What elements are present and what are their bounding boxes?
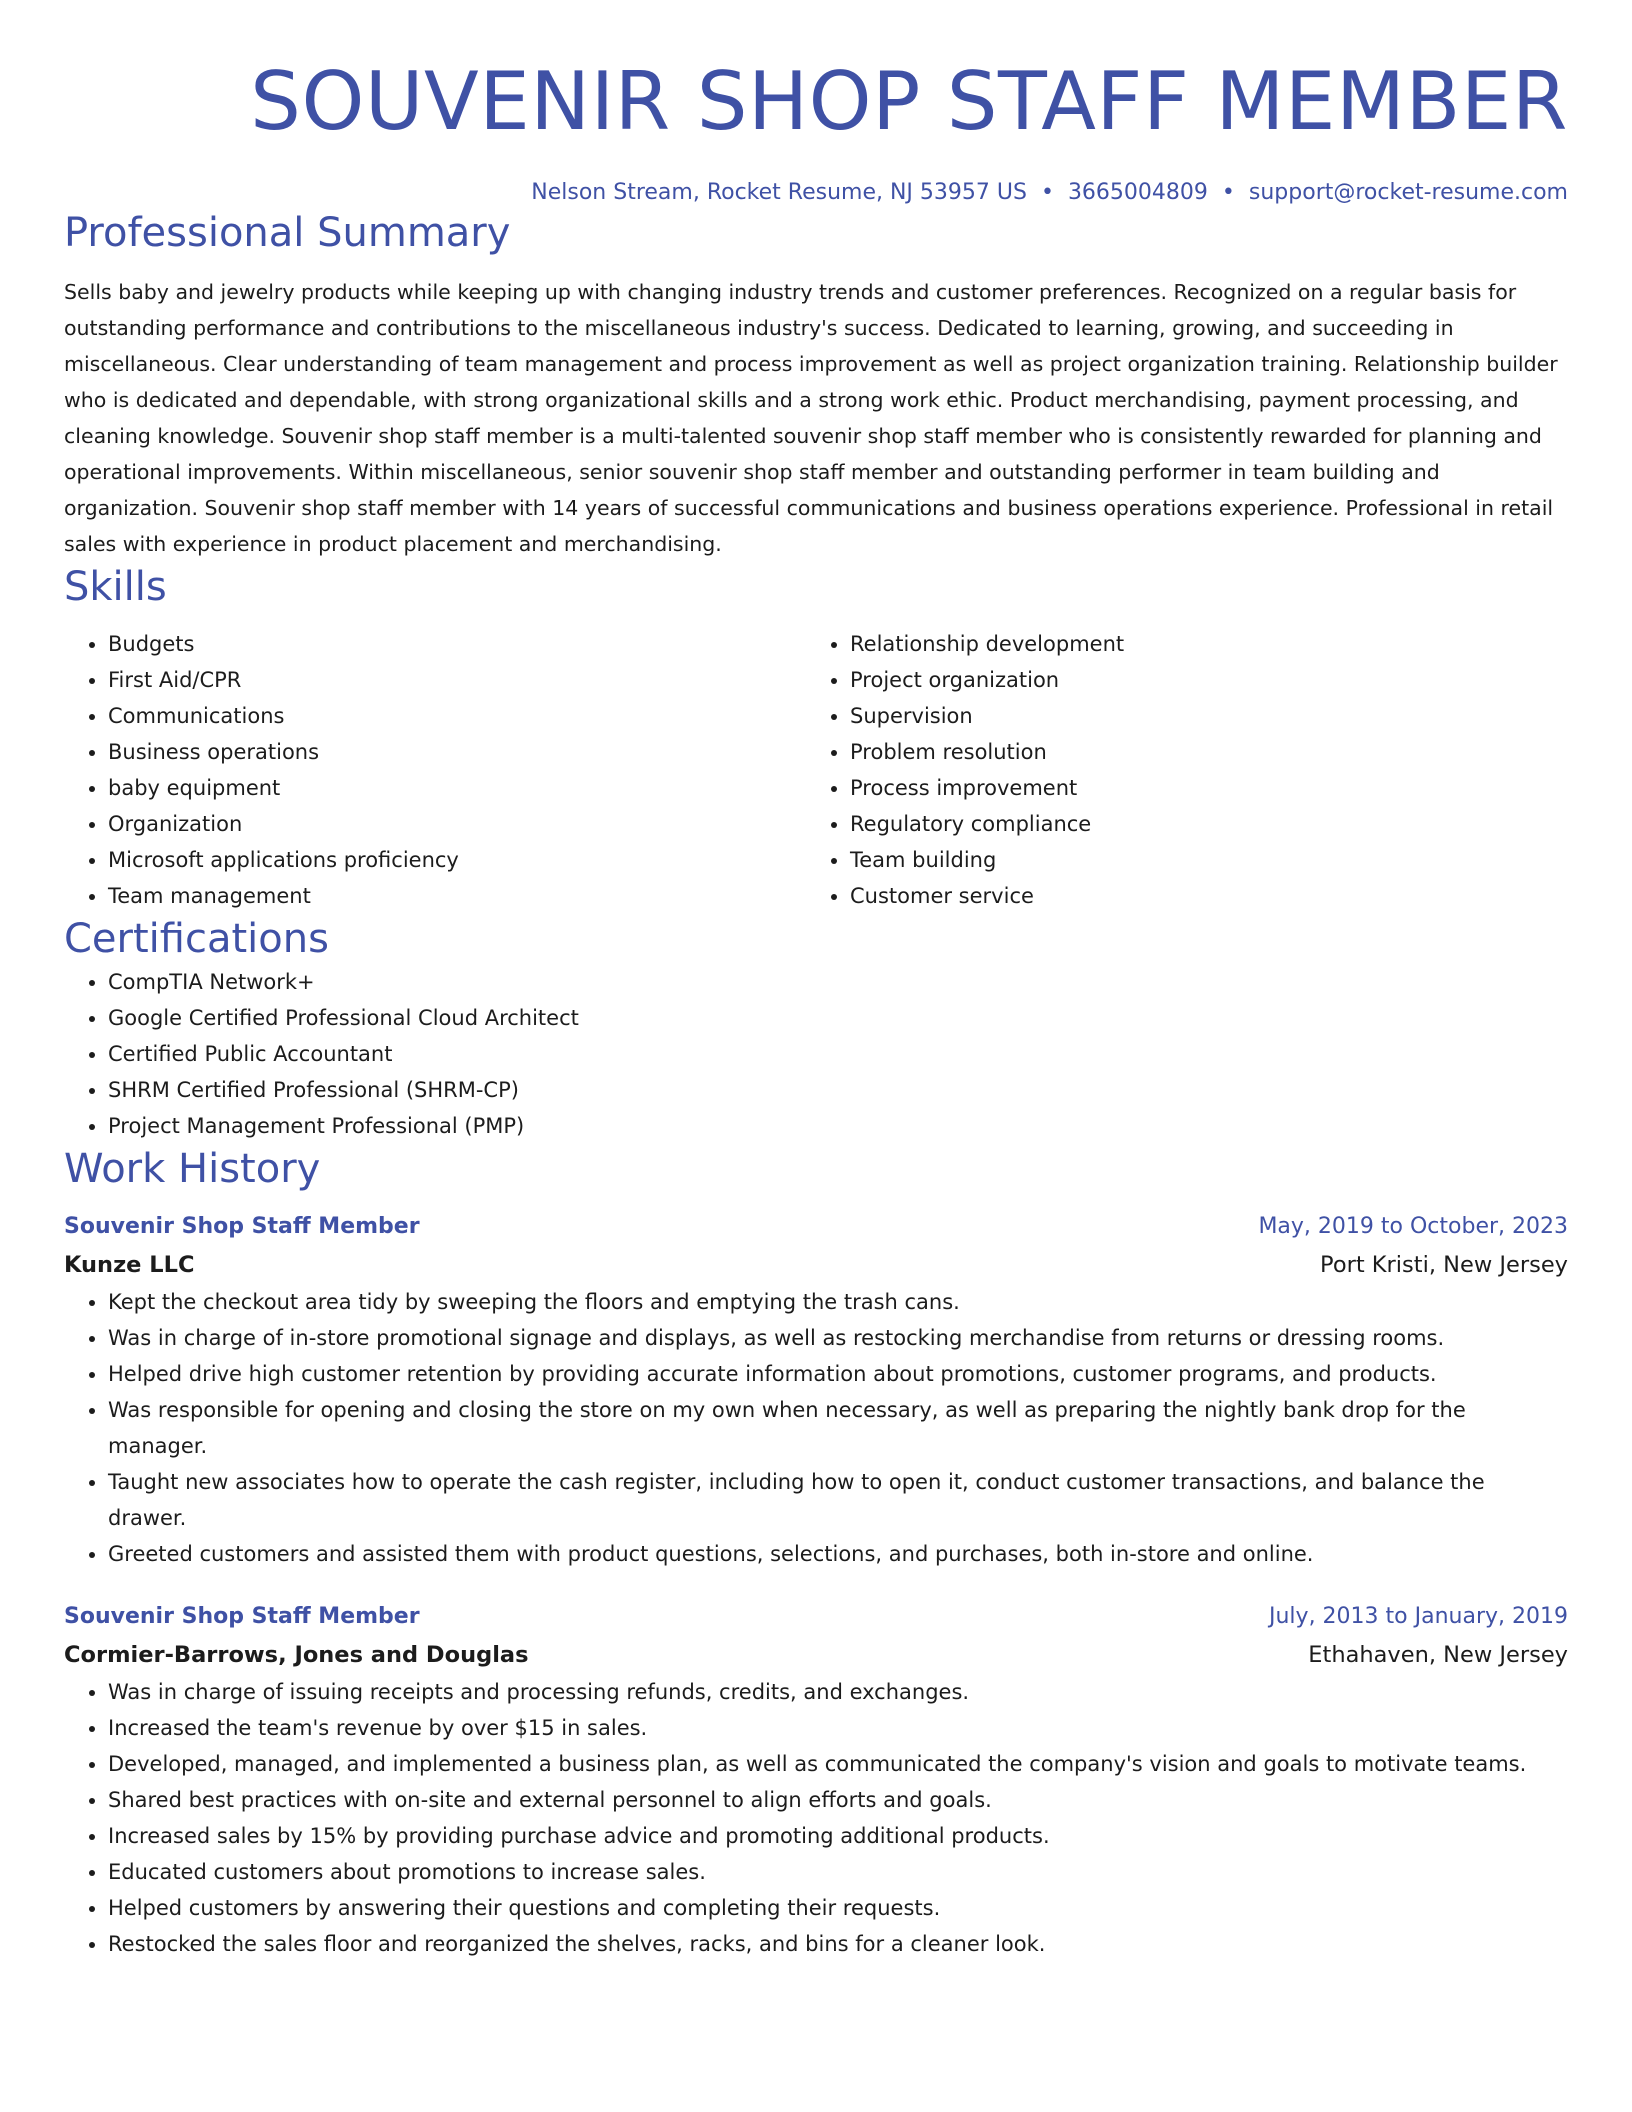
job-duty-item: • Helped drive high customer retention by providing accurate information about promotions, customer programs, and products. <box>108 1356 1568 1392</box>
skill-item: • Team management <box>108 878 806 914</box>
job-duties-list <box>64 1674 1568 1962</box>
job-duty-item: • Greeted customers and assisted them with product questions, selections, and purchases, both in-store and online. <box>108 1536 1568 1572</box>
job-duty-item: • Restocked the sales floor and reorganized the shelves, racks, and bins for a cleaner look. <box>108 1926 1568 1962</box>
skills-heading: Skills <box>64 564 167 610</box>
job-title: Souvenir Shop Staff Member <box>64 1604 420 1629</box>
contact-email: support@rocket-resume.com <box>1248 180 1568 205</box>
contact-address: Nelson Stream, Rocket Resume, NJ 53957 US <box>531 180 1027 205</box>
job-duties-list <box>64 1284 1568 1572</box>
job-dates: July, 2013 to January, 2019 <box>1269 1604 1568 1629</box>
job-duty-item: • Kept the checkout area tidy by sweeping the floors and emptying the trash cans. <box>108 1284 1568 1320</box>
job-entry <box>64 1598 1568 1962</box>
job-duty-item: • Was in charge of issuing receipts and processing refunds, credits, and exchanges. <box>108 1674 1568 1710</box>
job-duty-item: • Helped customers by answering their questions and completing their requests. <box>108 1890 1568 1926</box>
job-duty-item: • Increased sales by 15% by providing purchase advice and promoting additional products. <box>108 1818 1568 1854</box>
work-history-section <box>64 1144 1568 1962</box>
certification-item: • CompTIA Network+ <box>108 964 1568 1000</box>
skills-section <box>64 562 1568 914</box>
skill-item: • Problem resolution <box>850 734 1548 770</box>
skill-item: • Regulatory compliance <box>850 806 1548 842</box>
skill-item: • baby equipment <box>108 770 806 806</box>
job-title: Souvenir Shop Staff Member <box>64 1214 420 1239</box>
skill-item: • Team building <box>850 842 1548 878</box>
certifications-list <box>64 964 1568 1144</box>
certification-item: • SHRM Certified Professional (SHRM-CP) <box>108 1072 1568 1108</box>
skill-item: • Relationship development <box>850 626 1548 662</box>
skills-column-right <box>806 626 1548 914</box>
skill-item: • Process improvement <box>850 770 1548 806</box>
certification-item: • Project Management Professional (PMP) <box>108 1108 1568 1144</box>
job-title-row <box>64 1598 1568 1636</box>
job-duty-item: • Developed, managed, and implemented a business plan, as well as communicated the company's vision and goals to motivate teams. <box>108 1746 1568 1782</box>
skill-item: • Business operations <box>108 734 806 770</box>
summary-text: Sells baby and jewelry products while keeping up with changing industry trends and customer preferences. Recognized on a regular basis for outstanding performance and contributions to the miscellaneous industry's success. Dedicated to learning, growing, and succeeding in miscellaneous. Clear understanding of team management and process improvement as well as project organization training. Relationship builder who is dedicated and dependable, with strong organizational skills and a strong work ethic. Product merchandising, payment processing, and cleaning knowledge. Souvenir shop staff member is a multi-talented souvenir shop staff member who is consistently rewarded for planning and operational improvements. Within miscellaneous, senior souvenir shop staff member and outstanding performer in team building and organization. Souvenir shop staff member with 14 years of successful communications and business operations experience. Professional in retail sales with experience in product placement and merchandising. <box>64 280 1558 556</box>
job-company: Kunze LLC <box>64 1252 195 1278</box>
certifications-section <box>64 914 1568 1144</box>
skill-item: • First Aid/CPR <box>108 662 806 698</box>
job-dates: May, 2019 to October, 2023 <box>1258 1214 1568 1239</box>
job-entry <box>64 1208 1568 1572</box>
certification-item: • Google Certified Professional Cloud Architect <box>108 1000 1568 1036</box>
skill-item: • Organization <box>108 806 806 842</box>
job-duty-item: • Was in charge of in-store promotional signage and displays, as well as restocking merchandise from returns or dressing rooms. <box>108 1320 1568 1356</box>
skill-item: • Communications <box>108 698 806 734</box>
skills-column-left <box>64 626 806 914</box>
skill-item: • Project organization <box>850 662 1548 698</box>
certification-item: • Certified Public Accountant <box>108 1036 1568 1072</box>
job-location: Port Kristi, New Jersey <box>1320 1252 1568 1278</box>
separator-dot: • <box>1221 180 1235 205</box>
skill-item: • Budgets <box>108 626 806 662</box>
work-history-heading: Work History <box>64 1146 321 1192</box>
skills-list-left <box>64 626 806 914</box>
summary-section <box>64 208 1568 562</box>
job-duty-item: • Increased the team's revenue by over $15 in sales. <box>108 1710 1568 1746</box>
certifications-heading: Certifications <box>64 916 329 962</box>
contact-phone: 3665004809 <box>1067 180 1208 205</box>
job-duty-item: • Shared best practices with on-site and external personnel to align efforts and goals. <box>108 1782 1568 1818</box>
job-company-row <box>64 1636 1568 1674</box>
contact-line <box>64 178 1568 208</box>
job-duty-item: • Taught new associates how to operate the cash register, including how to open it, conduct customer transactions, and balance the drawer. <box>108 1464 1568 1536</box>
skill-item: • Customer service <box>850 878 1548 914</box>
job-company-row <box>64 1246 1568 1284</box>
job-location: Ethahaven, New Jersey <box>1308 1642 1568 1668</box>
skills-grid <box>64 626 1568 914</box>
job-duty-item: • Was responsible for opening and closing the store on my own when necessary, as well as preparing the nightly bank drop for the manager. <box>108 1392 1568 1464</box>
resume-header <box>64 52 1568 208</box>
candidate-title: SOUVENIR SHOP STAFF MEMBER <box>250 55 1568 148</box>
skill-item: • Supervision <box>850 698 1548 734</box>
skills-list-right <box>806 626 1548 914</box>
separator-dot: • <box>1040 180 1054 205</box>
job-company: Cormier-Barrows, Jones and Douglas <box>64 1642 529 1668</box>
job-duty-item: • Educated customers about promotions to increase sales. <box>108 1854 1568 1890</box>
job-title-row <box>64 1208 1568 1246</box>
summary-heading: Professional Summary <box>64 210 511 256</box>
skill-item: • Microsoft applications proficiency <box>108 842 806 878</box>
